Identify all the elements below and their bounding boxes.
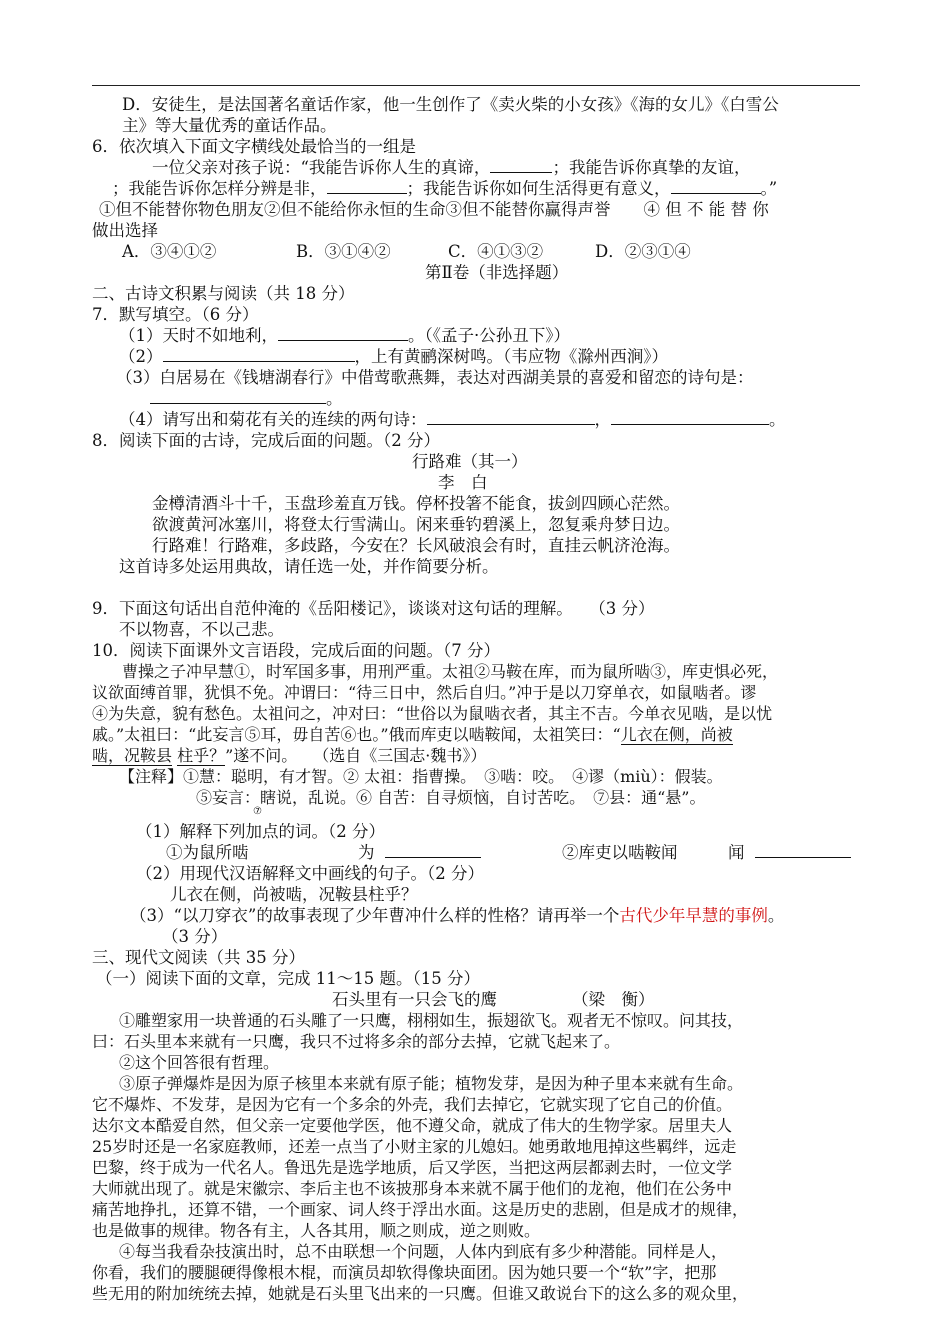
q10-sub3-highlight: 古代少年早慧的事例: [619, 906, 768, 925]
q7-item1: （1）天时不如地利， 。（《孟子·公孙丑下》）: [119, 326, 570, 345]
q10-sub1: （1）解释下列加点的词。（2 分）: [136, 822, 385, 841]
q10-sub1-b-answer: 闻: [728, 843, 851, 863]
q6-choice-b[interactable]: B．③①④②: [296, 242, 391, 261]
q7-stem: 7．默写填空。（6 分）: [92, 305, 259, 324]
article-author: （梁 衡）: [572, 990, 655, 1009]
q10-sub2-quote: 儿衣在侧，尚被啮，况鞍县柱乎？: [170, 885, 418, 904]
q10-sub3: （3）“以刀穿衣”的故事表现了少年曹冲什么样的性格？请再举一个古代少年早慧的事例。: [130, 906, 785, 925]
poem-line-3: 行路难！行路难，多歧路，今安在？长风破浪会有时，直挂云帆济沧海。: [152, 536, 680, 555]
q10-notes-line2: ⑤妄言：瞎说，乱说。⑥ 自苦：自寻烦恼，自讨苦吃。 ⑦县：通“悬”。: [196, 788, 706, 807]
article-p4-line2: 你看，我们的腰腿硬得像根木棍，而演员却软得像块面团。因为她只要一个“软”字，把那: [92, 1263, 717, 1282]
q10-text-line1: 曹操之子冲早慧①，时军国多事，用刑严重。太祖②马鞍在库，而为鼠所啮③，库吏惧必死，: [122, 662, 779, 681]
q5-option-d-line1: D．安徒生，是法国著名童话作家，他一生创作了《卖火柴的小女孩》《海的女儿》《白雪公: [122, 95, 779, 114]
q10-sub1-a: ①为鼠所啮: [166, 843, 249, 862]
q10-underlined-2: 啮，况鞍县: [92, 746, 173, 765]
q9-quote: 不以物喜，不以己悲。: [119, 620, 284, 639]
q10-text-line2: 议欲面缚首罪，犹惧不免。冲谓曰：“待三日中，然后自归。”冲于是以刀穿单衣，如鼠啮者。谬: [92, 683, 757, 702]
article-p4-line1: ④每当我看杂技演出时，总不由联想一个问题，人体内到底有多少种潜能。同样是人，: [119, 1242, 728, 1261]
q10-sub1-a-answer: 为: [358, 843, 481, 871]
q10-text-line3: ④为失意，貌有愁色。太祖问之，冲对曰：“世俗以为鼠啮衣者，其主不吉。今单衣见啮，是以忧: [92, 704, 773, 723]
article-p3-line5: 巴黎，终于成为一代名人。鲁迅先是选学地质，后又学医，当把这两层都剥去时，一位文学: [92, 1158, 733, 1177]
q10-text-line5: 啮，况鞍县 柱乎？”遂不问。 （选自《三国志·魏书》）: [92, 746, 487, 765]
q7-item3-answer: 。: [150, 389, 343, 409]
poem-line-1: 金樽清酒斗十千，玉盘珍羞直万钱。停杯投箸不能食，拔剑四顾心茫然。: [152, 494, 680, 513]
article-title: 石头里有一只会飞的鹰: [332, 990, 497, 1009]
q8-stem: 8．阅读下面的古诗，完成后面的问题。（2 分）: [92, 431, 440, 450]
q7-blank-1[interactable]: [278, 326, 408, 341]
q6-blank-2[interactable]: [327, 179, 407, 194]
q10-blank-1[interactable]: [385, 843, 481, 858]
q7-blank-2[interactable]: [163, 347, 355, 362]
article-p3-line8: 也是做事的规律。物各有主，人各其用，顺之则成，逆之则败。: [92, 1221, 541, 1240]
q6-passage-line2: ；我能告诉你怎样分辨是非， ；我能告诉你如何生活得更有意义， 。”: [112, 179, 778, 198]
article-p3-line6: 大师就出现了。就是宋徽宗、李后主也不该披那身本来就不属于他们的龙袍，他们在公务中: [92, 1179, 733, 1198]
q7-blank-4a[interactable]: [427, 410, 595, 425]
header-rule: [92, 85, 860, 86]
q10-blank-2[interactable]: [755, 843, 851, 858]
q6-options-line1: ①但不能替你物色朋友②但不能给你永恒的生命③但不能替你赢得声誉 ④ 但 不 能 替 你: [99, 200, 769, 219]
section3-part1: （一）阅读下面的文章，完成 11～15 题。（15 分）: [96, 969, 480, 988]
article-p3-line3: 达尔文本酷爱自然，但父亲一定要他学医，他不遵父命，就成了伟大的生物学家。居里夫人: [92, 1116, 733, 1135]
section2-heading: 二、古诗文积累与阅读（共 18 分）: [92, 284, 355, 303]
q10-underlined-3: 柱乎？: [177, 746, 226, 765]
q6-options-line2: 做出选择: [92, 221, 158, 240]
part2-title: 第Ⅱ卷（非选择题）: [425, 263, 569, 282]
q7-item2: （2） ，上有黄鹂深树鸣。（韦应物《滁州西涧》）: [119, 347, 668, 366]
q5-option-d-line2: 主》等大量优秀的童话作品。: [122, 116, 337, 135]
poem-line-2: 欲渡黄河冰塞川，将登太行雪满山。闲来垂钓碧溪上，忽复乘舟梦日边。: [152, 515, 680, 534]
article-p3-line1: ③原子弹爆炸是因为原子核里本来就有原子能；植物发芽，是因为种子里本来就有生命。: [119, 1074, 744, 1093]
q9-stem: 9．下面这句话出自范仲淹的《岳阳楼记》，谈谈对这句话的理解。 （3 分）: [92, 599, 655, 618]
q7-blank-4b[interactable]: [611, 410, 769, 425]
section3-heading: 三、现代文阅读（共 35 分）: [92, 948, 305, 967]
q10-underlined-1: 儿衣在侧，尚被: [620, 725, 733, 744]
article-p1-line2: 曰：石头里本来就有一只鹰，我只不过将多余的部分去掉，它就飞起来了。: [92, 1032, 621, 1051]
q7-blank-3[interactable]: [150, 389, 326, 404]
article-p4-line3: 些无用的附加统统去掉，她就是石头里飞出来的一只鹰。但谁又敢说台下的这么多的观众里，: [92, 1284, 749, 1303]
article-p3-line7: 痛苦地挣扎，还算不错，一个画家、词人终于浮出水面。这是历史的悲剧，但是成才的规律，: [92, 1200, 749, 1219]
q6-blank-1[interactable]: [490, 158, 552, 173]
article-p3-line4: 25岁时还是一名家庭教师，还差一点当了小财主家的儿媳妇。她勇敢地甩掉这些羁绊，远走: [92, 1137, 737, 1156]
note-mark-7: ⑦: [253, 806, 262, 817]
q6-stem: 6．依次填入下面文字横线处最恰当的一组是: [92, 137, 416, 156]
q7-item4: （4）请写出和菊花有关的连续的两句诗： ， 。: [119, 410, 786, 429]
q6-blank-3[interactable]: [671, 179, 761, 194]
article-p2: ②这个回答很有哲理。: [119, 1053, 280, 1072]
q6-choice-d[interactable]: D．②③①④: [595, 242, 691, 261]
article-p1-line1: ①雕塑家用一块普通的石头雕了一只鹰，栩栩如生，振翅欲飞。观者无不惊叹。问其技，: [119, 1011, 744, 1030]
q10-sub3-score: （3 分）: [162, 927, 228, 946]
q6-passage-line1: 一位父亲对孩子说：“我能告诉你人生的真谛， ；我能告诉你真挚的友谊，: [152, 158, 751, 177]
poem-author: 李 白: [438, 473, 488, 492]
q6-choice-a[interactable]: A．③④①②: [122, 242, 217, 261]
q10-text-line4: 戚。”太祖曰：“此妄言⑤耳，毋自苦⑥也。”俄而库吏以啮鞍闻，太祖笑曰：“儿衣在侧，尚被: [92, 725, 733, 744]
q7-item3: （3）白居易在《钱塘湖春行》中借莺歌燕舞，表达对西湖美景的喜爱和留恋的诗句是：: [116, 368, 754, 387]
q8-question: 这首诗多处运用典故，请任选一处，并作简要分析。: [119, 557, 499, 576]
q10-sub1-b: ②库吏以啮鞍闻: [562, 843, 678, 862]
q6-choice-c[interactable]: C．④①③②: [448, 242, 544, 261]
q10-sub2: （2）用现代汉语解释文中画线的句子。（2 分）: [136, 864, 484, 883]
article-p3-line2: 它不爆炸、不发芽，是因为它有一个多余的外壳，我们去掉它，它就实现了它自己的价值。: [92, 1095, 733, 1114]
q10-stem: 10．阅读下面课外文言语段，完成后面的问题。（7 分）: [92, 641, 500, 660]
q10-notes-line1: 【注释】①慧：聪明，有才智。② 太祖：指曹操。 ③啮：咬。 ④谬（miù）：假装。: [119, 767, 723, 786]
poem-title: 行路难（其一）: [412, 452, 528, 471]
